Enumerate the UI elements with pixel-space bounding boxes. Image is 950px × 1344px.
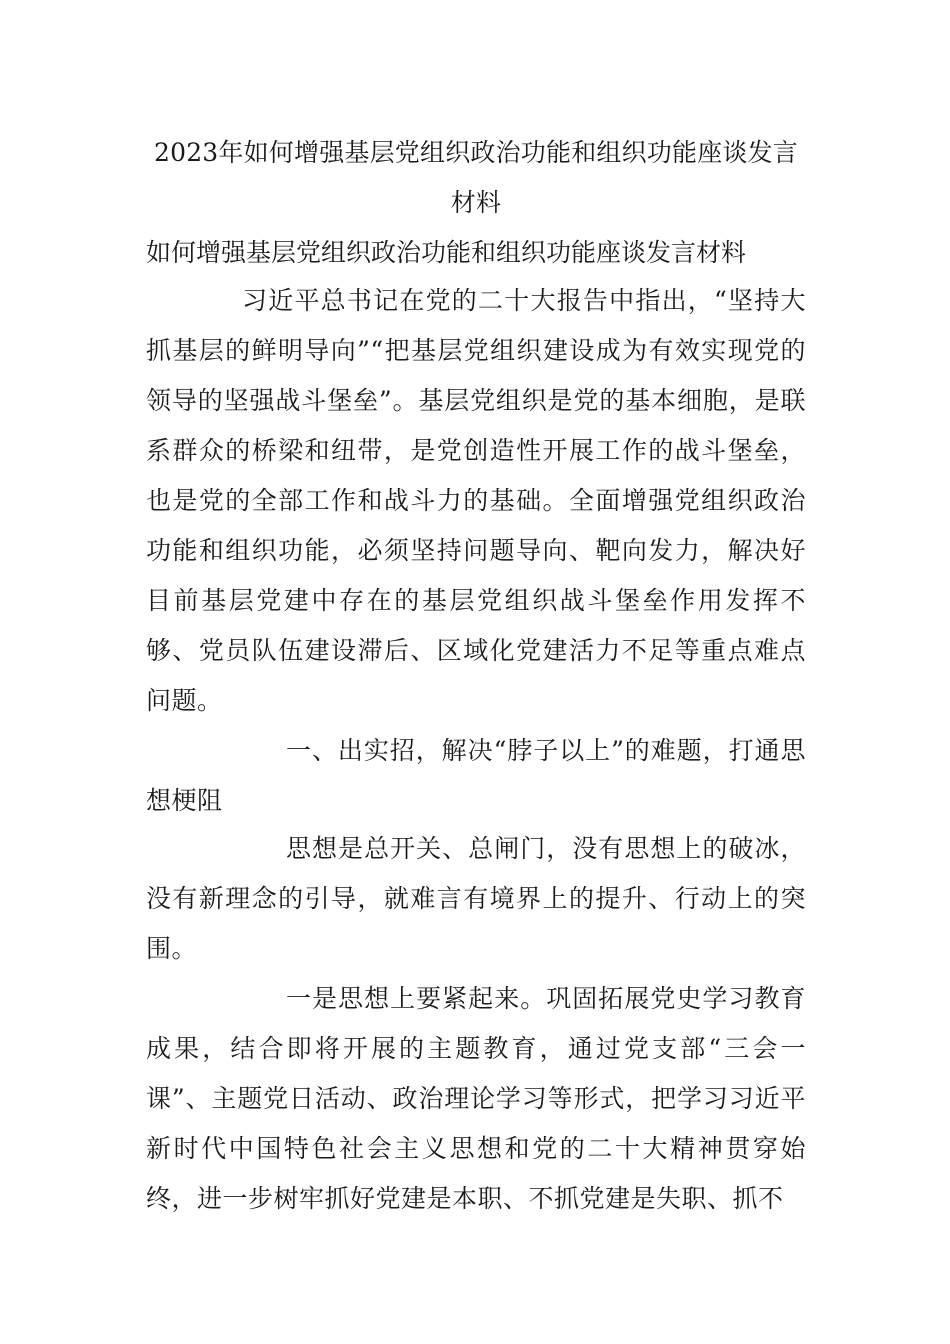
paragraph-section-1-intro: 思想是总开关、总闸门，没有思想上的破冰，没有新理念的引导，就难言有境界上的提升、行动上的突围。 [146, 834, 806, 963]
paragraph-intro: 习近平总书记在党的二十大报告中指出，“坚持大抓基层的鲜明导向”“把基层党组织建设成为有效实现党的领导的坚强战斗堡垒”。基层党组织是党的基本细胞，是联系群众的桥梁和纽带，是党创造性开展工作的战斗堡垒，也是党的全部工作和战斗力的基础。全面增强党组织政治功能和组织功能，必须坚持问题导向、靶向发力，解决好目前基层党建中存在的基层党组织战斗堡垒作用发挥不够、党员队伍建设滞后、区域化党建活力不足等重点难点问题。 [146, 286, 806, 715]
paragraph-point-1: 一是思想上要紧起来。巩固拓展党史学习教育成果，结合即将开展的主题教育，通过党支部“三会一课”、主题党日活动、政治理论学习等形式，把学习习近平新时代中国特色社会主义思想和党的二十大精神贯穿始终，进一步树牢抓好党建是本职、不抓党建是失职、抓不 [146, 984, 806, 1213]
document-subtitle: 如何增强基层党组织政治功能和组织功能座谈发言材料 [146, 238, 747, 267]
section-heading-1: 一、出实招，解决“脖子以上”的难题，打通思想梗阻 [146, 736, 806, 815]
document-title: 2023年如何增强基层党组织政治功能和组织功能座谈发言材料 [153, 138, 799, 217]
